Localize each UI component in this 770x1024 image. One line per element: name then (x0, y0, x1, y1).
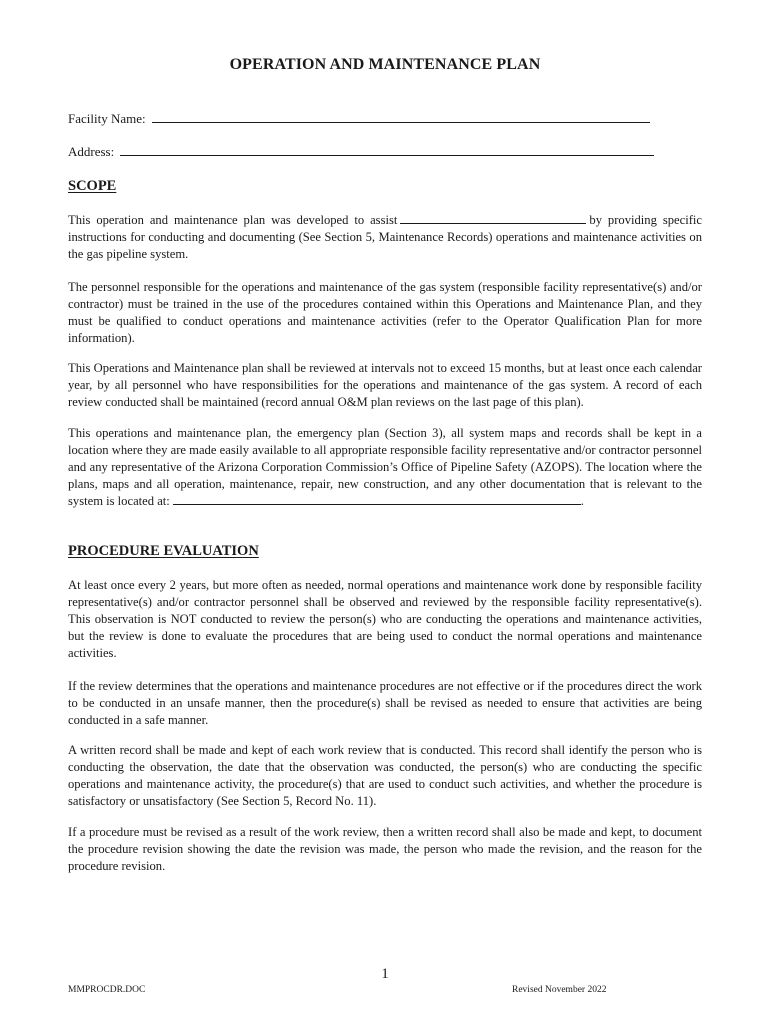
scope-paragraph-3: This Operations and Maintenance plan shall be reviewed at intervals not to exceed 15 months, but at least once each calendar year, by all personnel who have responsibilities for the operations and maintenance of the gas system. A record of each review conducted shall be maintained (record annual O&M plan reviews on the last page of this plan). (68, 361, 702, 409)
footer-file-name: MMPROCDR.DOC (68, 985, 146, 995)
location-blank-line (173, 493, 581, 505)
scope-p1-text-start: This operation and maintenance plan was developed to assist (68, 213, 398, 227)
scope-heading: SCOPE (68, 178, 117, 194)
scope-paragraph-4 (68, 425, 702, 510)
document-title: OPERATION AND MAINTENANCE PLAN (229, 56, 541, 73)
procedure-paragraph-4: If a procedure must be revised as a result of the work review, then a written record shall also be made and kept, to document the procedure revision showing the date the revision was made, the person who made the revision, and the reason for the procedure revision. (68, 825, 702, 873)
facility-name-blank-line (152, 110, 650, 123)
page-number: 1 (381, 966, 389, 982)
footer-revised-date: Revised November 2022 (512, 985, 607, 995)
scope-paragraph-1 (68, 212, 702, 263)
procedure-paragraph-2: If the review determines that the operations and maintenance procedures are not effective or if the procedures direct the work to be conducted in an unsafe manner, then the procedure(s) shall be revised as needed to ensure that activities are being conducted in a safe manner. (68, 679, 702, 727)
facility-name-label: Facility Name: (68, 111, 146, 126)
address-field (68, 143, 654, 160)
procedure-paragraph-1: At least once every 2 years, but more often as needed, normal operations and maintenance work done by responsible facility representative(s) and/or contractor personnel shall be observed and reviewed by the responsible facility representative(s). This observation is NOT conducted to review the person(s) who are conducting the operations and maintenance activities, but the review is done to evaluate the procedures that are being used to conduct the normal operations and maintenance activities. (68, 578, 702, 660)
procedure-paragraph-3: A written record shall be made and kept of each work review that is conducted. This record shall identify the person who is conducting the observation, the date that the observation was conducted, the person(s) who are conducting the specific operations and maintenance activity, the procedure(s) that are used to conduct such activities, and whether the procedure is satisfactory or unsatisfactory (See Section 5, Record No. 11). (68, 743, 702, 808)
procedure-evaluation-heading: PROCEDURE EVALUATION (68, 543, 259, 559)
facility-name-field (68, 110, 650, 127)
scope-paragraph-2: The personnel responsible for the operations and maintenance of the gas system (responsible facility representative(s) and/or contractor) must be trained in the use of the procedures contained within this Operations and Maintenance Plan, and they must be qualified to conduct operations and maintenance activities (refer to the Operator Qualification Plan for more information). (68, 280, 702, 345)
scope-p4-period: . (580, 494, 584, 508)
address-blank-line (120, 143, 654, 156)
scope-p4-text: This operations and maintenance plan, the emergency plan (Section 3), all system maps and records shall be kept in a location where they are made easily available to all appropriate responsible facility representative and/or contractor personnel and any representative of the Arizona Corporation Commission’s Office of Pipeline Safety (AZOPS). The location where the plans, maps and all operation, maintenance, repair, new construction, and any other documentation that is relevant to the system is located at: (68, 426, 702, 508)
scope-p1-text-end: by providing specific instructions for conducting and documenting (See Section 5, Maintenance Records) operations and maintenance activities on the gas pipeline system. (68, 213, 702, 261)
address-label: Address: (68, 144, 115, 159)
assist-blank-line (400, 212, 586, 224)
